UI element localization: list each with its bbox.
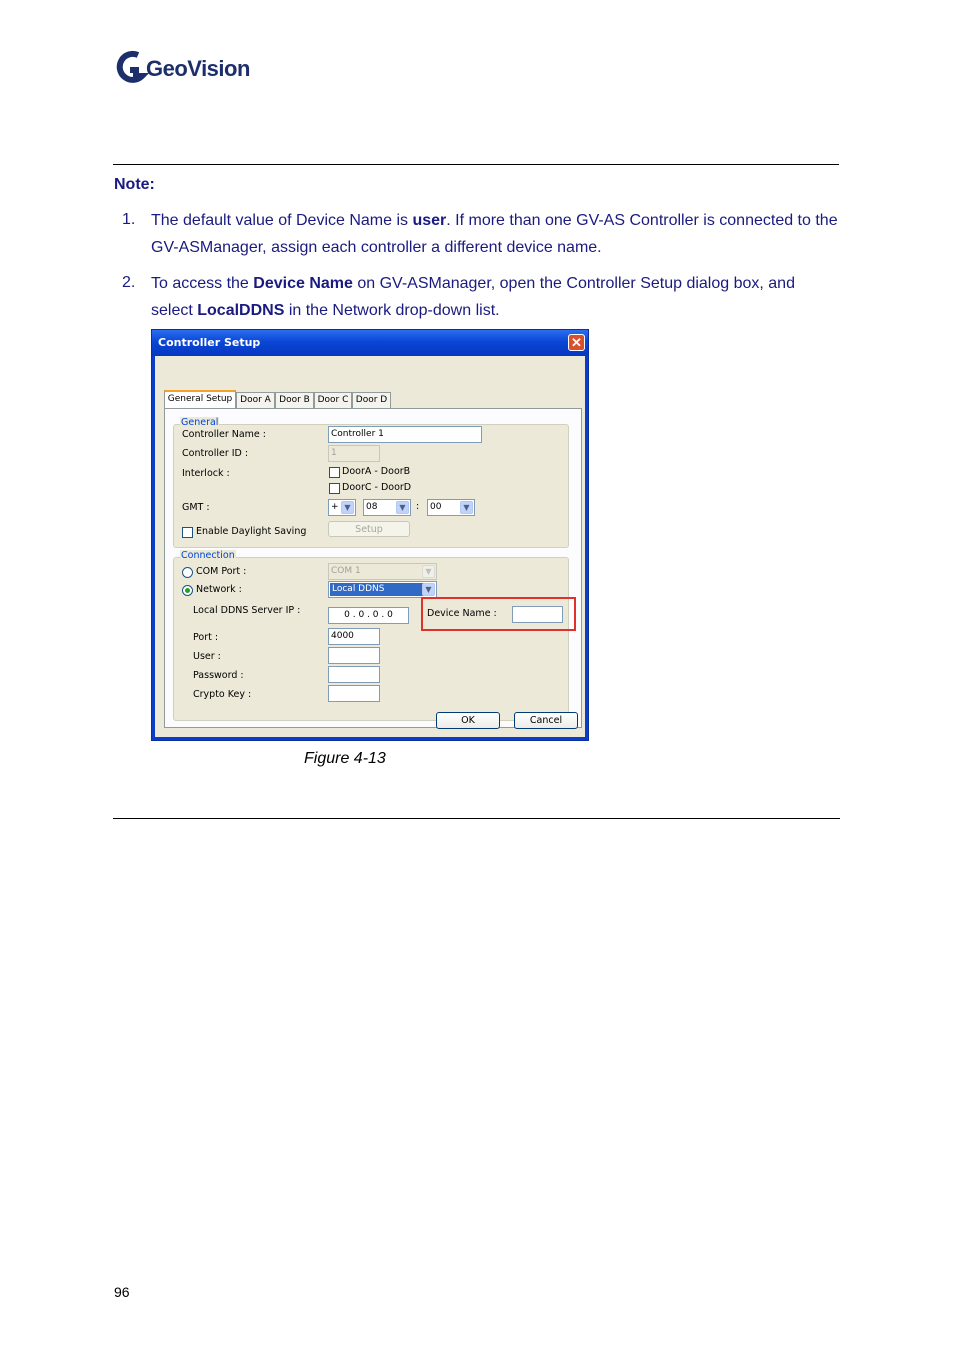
bottom-divider [113, 818, 840, 819]
device-name-label: Device Name : [427, 608, 497, 619]
general-legend: General [181, 417, 219, 428]
password-label: Password : [193, 670, 244, 681]
network-radio[interactable] [182, 585, 193, 596]
device-name-input[interactable] [512, 606, 563, 623]
interlock-label: Interlock : [182, 468, 230, 479]
top-divider [113, 164, 839, 165]
network-label: Network : [196, 584, 242, 595]
user-label: User : [193, 651, 221, 662]
chevron-down-icon: ▼ [422, 565, 435, 578]
dialog-title: Controller Setup [158, 336, 261, 349]
interlock-cd-label: DoorC - DoorD [342, 482, 412, 493]
list-item-2-number: 2. [122, 274, 136, 291]
gmt-sign-select[interactable]: + ▼ [328, 499, 356, 516]
controller-name-input[interactable]: Controller 1 [328, 426, 482, 443]
daylight-saving-checkbox[interactable] [182, 527, 193, 538]
port-label: Port : [193, 632, 219, 643]
list-item-2-text: To access the Device Name on GV-ASManager, open the Controller Setup dialog box, and select LocalDDNS in the Network drop-down list. [151, 275, 795, 319]
chevron-down-icon: ▼ [341, 501, 354, 514]
com-port-select: COM 1 ▼ [328, 563, 437, 580]
com-port-radio[interactable] [182, 567, 193, 578]
tab-door-c[interactable]: Door C [314, 392, 352, 408]
cancel-button[interactable]: Cancel [514, 712, 578, 729]
crypto-key-label: Crypto Key : [193, 689, 252, 700]
controller-id-label: Controller ID : [182, 448, 249, 459]
interlock-ab-label: DoorA - DoorB [342, 466, 411, 477]
gmt-separator: : [416, 501, 420, 512]
close-icon[interactable]: ✕ [568, 334, 585, 351]
com-port-label: COM Port : [196, 566, 247, 577]
list-item-1-number: 1. [122, 211, 136, 228]
page-number: 96 [114, 1284, 130, 1300]
gmt-minute-select[interactable]: 00 ▼ [427, 499, 475, 516]
interlock-cd-checkbox[interactable] [329, 483, 340, 494]
chevron-down-icon: ▼ [422, 583, 435, 596]
figure-caption: Figure 4-13 [304, 750, 386, 767]
network-select[interactable]: Local DDNS ▼ [328, 581, 437, 598]
tab-general-setup[interactable]: General Setup [164, 390, 236, 408]
connection-legend: Connection [181, 550, 235, 561]
ok-button[interactable]: OK [436, 712, 500, 729]
interlock-ab-checkbox[interactable] [329, 467, 340, 478]
tab-door-a[interactable]: Door A [236, 392, 275, 408]
user-input[interactable] [328, 647, 380, 664]
daylight-saving-label: Enable Daylight Saving [196, 526, 307, 537]
ddns-server-ip-label: Local DDNS Server IP : [193, 605, 301, 616]
controller-setup-dialog [151, 329, 589, 741]
crypto-key-input[interactable] [328, 685, 380, 702]
gmt-hour-select[interactable]: 08 ▼ [363, 499, 411, 516]
note-title: Note: [114, 176, 155, 193]
chevron-down-icon: ▼ [396, 501, 409, 514]
controller-id-input: 1 [328, 445, 380, 462]
general-setup-panel [164, 408, 582, 728]
chevron-down-icon: ▼ [460, 501, 473, 514]
dialog-body [155, 356, 585, 737]
list-item-1-text: The default value of Device Name is user. If more than one GV-AS Controller is connected to the GV-ASManager, assign each controller a different device name. [151, 212, 838, 256]
dialog-titlebar[interactable] [152, 330, 588, 356]
geovision-logo-icon [116, 50, 150, 86]
tab-door-b[interactable]: Door B [275, 392, 314, 408]
brand-name: GeoVision [146, 56, 250, 81]
setup-button[interactable]: Setup [328, 521, 410, 537]
ddns-server-ip-input[interactable]: 0 . 0 . 0 . 0 [328, 607, 409, 624]
controller-name-label: Controller Name : [182, 429, 266, 440]
port-input[interactable]: 4000 [328, 628, 380, 645]
tab-door-d[interactable]: Door D [352, 392, 391, 408]
gmt-label: GMT : [182, 502, 210, 513]
password-input[interactable] [328, 666, 380, 683]
